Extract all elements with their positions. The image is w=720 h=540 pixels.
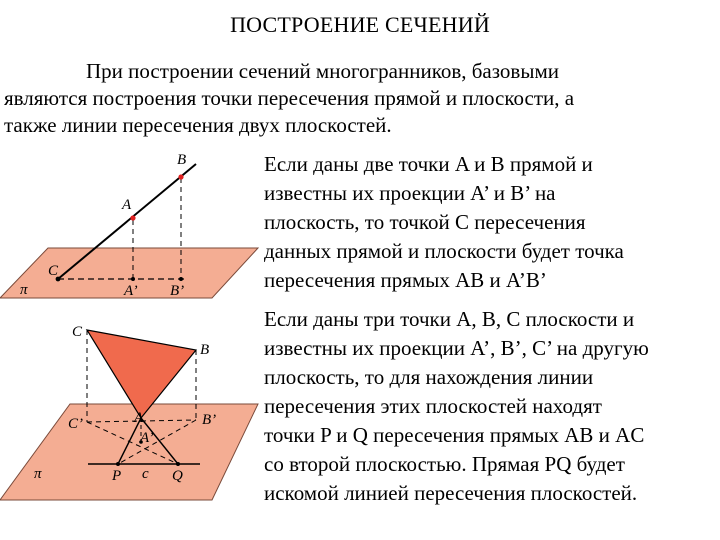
point-q bbox=[176, 462, 180, 466]
paragraph-line: точки P и Q пересечения прямых AB и AC bbox=[264, 423, 645, 447]
label-a-prime: A’ bbox=[124, 283, 138, 299]
paragraph-plane-intersection bbox=[264, 305, 719, 508]
paragraph-line: плоскость, то точкой C пересечения bbox=[264, 210, 586, 234]
paragraph-line: со второй плоскостью. Прямая PQ будет bbox=[264, 452, 625, 476]
paragraph-line: Если даны три точки A, B, C плоскости и bbox=[264, 307, 635, 331]
label-b-prime: B’ bbox=[170, 283, 185, 299]
label-a-prime: A’ bbox=[140, 430, 154, 446]
label-q: Q bbox=[172, 468, 183, 484]
label-pi: π bbox=[34, 466, 42, 482]
point-a-prime bbox=[131, 277, 135, 281]
paragraph-line: искомой линией пересечения плоскостей. bbox=[264, 481, 638, 505]
paragraph-line: известны их проекции A’ и B’ на bbox=[264, 181, 556, 205]
label-c-line: c bbox=[142, 466, 149, 482]
paragraph-line: известны их проекции A’, B’, C’ на другую bbox=[264, 336, 649, 360]
label-b: B bbox=[177, 152, 187, 168]
point-b-prime bbox=[179, 277, 183, 281]
intro-paragraph bbox=[4, 58, 704, 139]
paragraph-line: пересечения прямых AB и A’B’ bbox=[264, 268, 547, 292]
label-c-prime: C’ bbox=[68, 416, 83, 432]
point-b bbox=[178, 174, 183, 179]
paragraph-line: плоскость, то для нахождения линии bbox=[264, 365, 594, 389]
point-a bbox=[130, 215, 135, 220]
label-a: A bbox=[122, 197, 132, 213]
intro-line: При построении сечений многогранников, базовыми bbox=[86, 59, 559, 83]
intro-line: являются построения точки пересечения прямой и плоскости, а bbox=[4, 86, 575, 110]
label-p: P bbox=[112, 468, 122, 484]
paragraph-point-intersection bbox=[264, 150, 704, 295]
label-pi: π bbox=[20, 282, 28, 298]
paragraph-line: Если даны две точки A и B прямой и bbox=[264, 152, 593, 176]
figure-line-plane-intersection bbox=[0, 148, 260, 303]
label-b: B bbox=[200, 342, 210, 358]
figure-plane-plane-intersection bbox=[0, 318, 260, 518]
intro-line: также линии пересечения двух плоскостей. bbox=[4, 113, 392, 137]
point-p bbox=[116, 462, 120, 466]
label-c: C bbox=[72, 324, 83, 340]
page-title: ПОСТРОЕНИЕ СЕЧЕНИЙ bbox=[230, 12, 490, 37]
plane-pi bbox=[0, 404, 258, 500]
paragraph-line: пересечения этих плоскостей находят bbox=[264, 394, 602, 418]
label-c: C bbox=[48, 263, 59, 279]
paragraph-line: данных прямой и плоскости будет точка bbox=[264, 239, 624, 263]
label-a: A bbox=[134, 410, 144, 426]
label-b-prime: B’ bbox=[202, 412, 217, 428]
